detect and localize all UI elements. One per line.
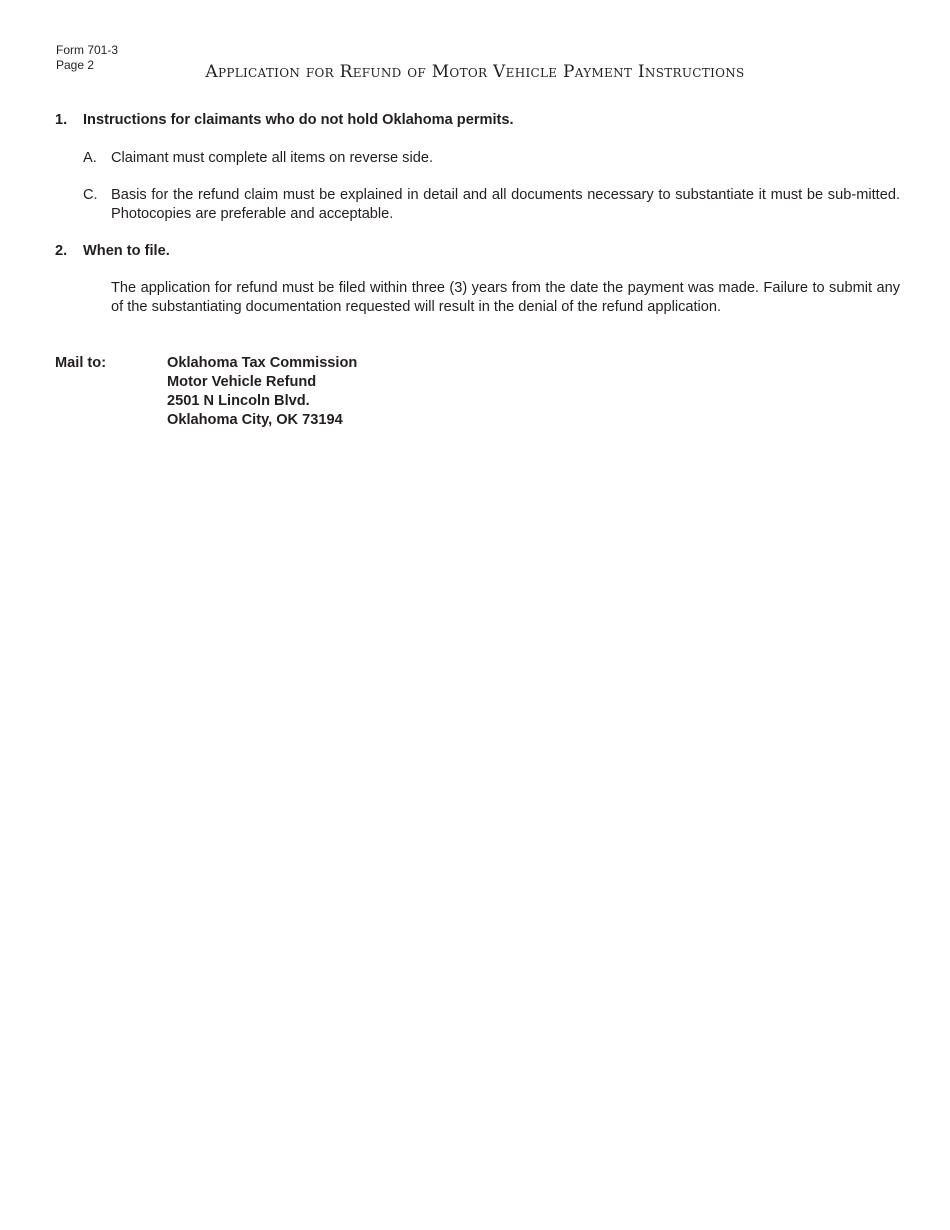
mail-to-label: Mail to: (55, 355, 107, 371)
instruction-item-c (83, 186, 900, 224)
item-text: Basis for the refund claim must be explained in detail and all documents necessary to substantiate it must be sub-mitted. Photocopies are preferable and acceptable. (111, 187, 900, 222)
section-2-heading (55, 242, 900, 261)
address-line: Oklahoma City, OK 73194 (167, 412, 343, 428)
when-to-file-paragraph: The application for refund must be filed within three (3) years from the date the payment was made. Failure to submit any of the substantiating documentation requested will result in the denial of the refund application. (111, 280, 900, 315)
instruction-item-a (83, 149, 900, 168)
mailing-address-block (55, 354, 900, 430)
section-heading-text: Instructions for claimants who do not hold Oklahoma permits. (83, 112, 514, 128)
item-text: Claimant must complete all items on reverse side. (111, 150, 433, 166)
address-line: Oklahoma Tax Commission (167, 355, 358, 371)
item-letter: A. (83, 150, 97, 166)
page-number: Page 2 (56, 58, 95, 72)
address-line: Motor Vehicle Refund (167, 374, 317, 390)
section-1-heading (55, 111, 900, 130)
mailing-address (167, 354, 357, 430)
page-title: Application for Refund of Motor Vehicle Payment Instructions (205, 62, 745, 82)
address-line: 2501 N Lincoln Blvd. (167, 393, 310, 409)
section-number: 2. (55, 243, 68, 259)
section-number: 1. (55, 112, 68, 128)
item-letter: C. (83, 187, 98, 203)
form-number: Form 701-3 (56, 43, 119, 57)
instructions-body (55, 111, 900, 430)
section-heading-text: When to file. (83, 243, 170, 259)
